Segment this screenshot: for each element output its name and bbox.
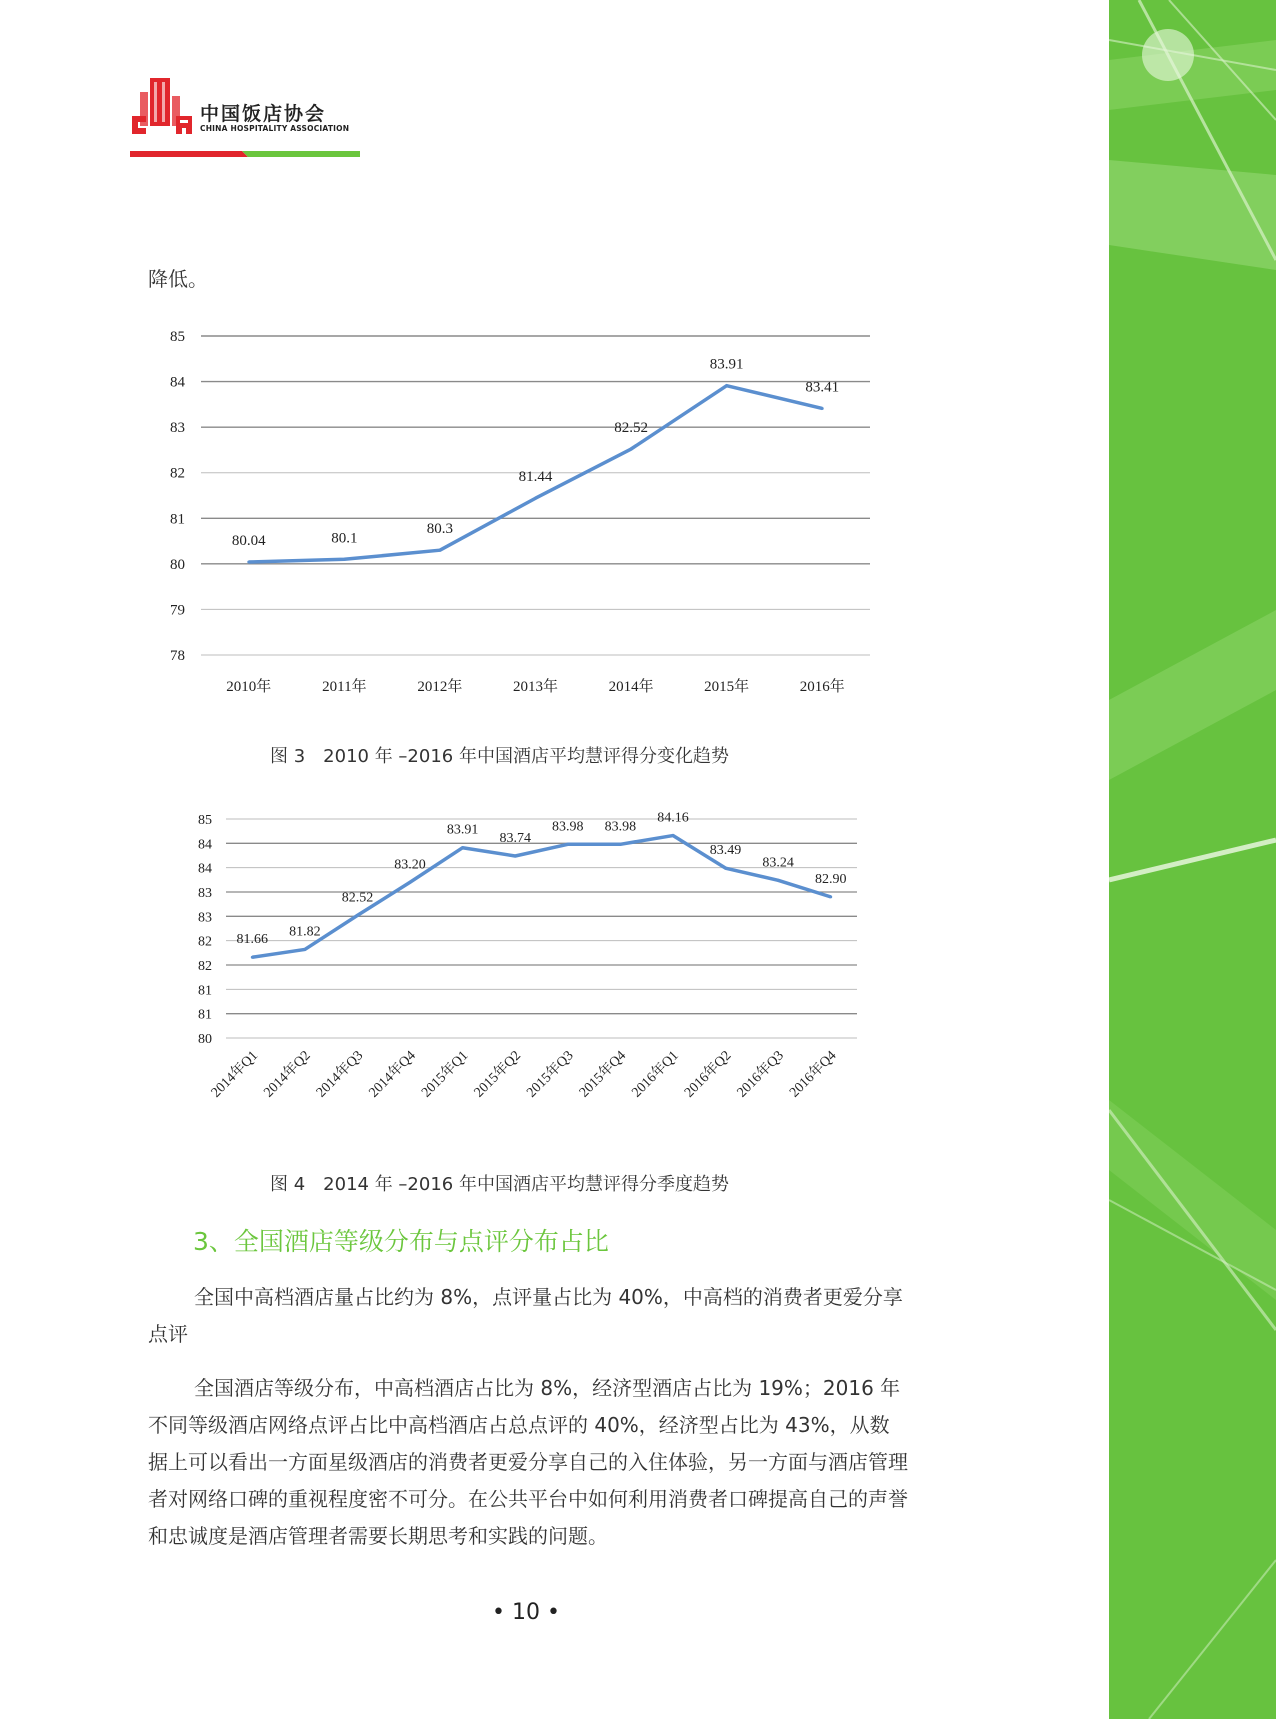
x-tick-label: 2013年 xyxy=(512,679,559,695)
data-point xyxy=(534,497,537,500)
intro-text: 降低。 xyxy=(148,267,208,291)
y-tick-label: 82 xyxy=(170,465,185,482)
x-tick-label: 2014年Q2 xyxy=(261,1048,314,1101)
y-tick-label: 85 xyxy=(198,813,212,828)
y-tick-label: 83 xyxy=(198,886,212,901)
figure3-caption: 图 3 2010 年 –2016 年中国酒店平均慧评得分变化趋势 xyxy=(270,746,729,767)
data-point xyxy=(725,384,728,387)
data-label: 84.16 xyxy=(657,810,689,826)
y-tick-label: 81 xyxy=(170,511,185,528)
data-label: 83.98 xyxy=(552,819,584,835)
data-point xyxy=(821,407,824,410)
x-tick-label: 2016年Q3 xyxy=(734,1048,787,1101)
y-tick-label: 84 xyxy=(170,374,185,391)
data-point xyxy=(566,843,569,846)
x-tick-label: 2014年Q3 xyxy=(313,1048,367,1101)
figure4-caption: 图 4 2014 年 –2016 年中国酒店平均慧评得分季度趋势 xyxy=(270,1174,729,1195)
header-rule xyxy=(130,151,360,157)
y-tick-label: 83 xyxy=(170,420,185,437)
y-tick-label: 81 xyxy=(198,983,212,999)
data-point xyxy=(671,834,674,837)
x-tick-label: 2016年Q2 xyxy=(681,1048,735,1101)
x-tick-label: 2016年Q1 xyxy=(629,1048,682,1101)
x-tick-label: 2014年Q4 xyxy=(366,1048,419,1101)
x-tick-label: 2015年 xyxy=(704,679,750,695)
data-label: 82.52 xyxy=(341,890,374,906)
paragraph-2: 全国酒店等级分布，中高档酒店占比为 8%，经济型酒店占比为 19%；2016 年不同等级酒店网络点评占比中高档酒店占总点评的 40%，经济型占比为 43%，从数据上可以看出一方面星级酒店的消费者更爱分享自己的入住体验，另一方面与酒店管理者对网络口碑的重视程度密不可分。在公共平台中如何利用消费者口碑提高自己的声誉和忠诚度是酒店管理者需要长期思考和实践的问题。 xyxy=(148,1376,908,1548)
data-point xyxy=(619,843,622,846)
data-label: 83.91 xyxy=(446,822,479,838)
data-point xyxy=(343,558,346,561)
data-point xyxy=(409,881,412,884)
x-tick-label: 2015年Q2 xyxy=(471,1048,525,1101)
x-tick-label: 2010年 xyxy=(226,679,272,695)
data-label: 83.20 xyxy=(394,857,426,873)
data-point xyxy=(777,879,780,882)
x-tick-label: 2011年 xyxy=(322,679,367,695)
data-label: 80.3 xyxy=(426,521,454,538)
series-line xyxy=(252,836,830,958)
x-tick-label: 2015年Q3 xyxy=(524,1048,577,1101)
y-tick-label: 79 xyxy=(170,602,185,619)
data-label: 81.82 xyxy=(289,924,321,940)
data-point xyxy=(356,914,359,917)
data-label: 81.44 xyxy=(518,469,553,486)
x-tick-label: 2012年 xyxy=(417,679,463,695)
data-label: 82.52 xyxy=(614,420,648,437)
org-name: 中国饭店协会 xyxy=(200,103,327,125)
data-label: 83.41 xyxy=(805,379,840,396)
y-tick-label: 84 xyxy=(198,837,212,853)
y-tick-label: 82 xyxy=(198,959,212,974)
data-label: 83.24 xyxy=(762,855,794,871)
data-point xyxy=(438,549,441,552)
y-tick-label: 81 xyxy=(198,1007,212,1023)
data-label: 82.90 xyxy=(814,871,847,887)
data-point xyxy=(303,948,306,951)
page-number: • 10 • xyxy=(492,1600,560,1625)
data-point xyxy=(514,854,517,857)
data-label: 80.04 xyxy=(231,533,266,550)
y-tick-label: 84 xyxy=(198,861,212,877)
x-tick-label: 2016年Q4 xyxy=(787,1048,840,1101)
decorative-side-band xyxy=(1109,0,1276,1719)
y-tick-label: 80 xyxy=(170,556,185,573)
data-point xyxy=(251,956,254,959)
y-tick-label: 83 xyxy=(198,910,212,926)
data-point xyxy=(247,561,250,564)
annual-score-line-chart xyxy=(150,320,890,710)
y-tick-label: 78 xyxy=(170,648,185,664)
y-tick-label: 80 xyxy=(198,1032,212,1047)
y-tick-label: 85 xyxy=(170,329,185,345)
section-heading: 3、全国酒店等级分布与点评分布占比 xyxy=(193,1227,609,1256)
data-label: 83.49 xyxy=(709,843,742,859)
data-point xyxy=(630,448,633,451)
y-tick-label: 82 xyxy=(198,934,212,950)
x-tick-label: 2015年Q1 xyxy=(419,1048,472,1101)
x-tick-label: 2014年Q1 xyxy=(208,1048,262,1101)
data-point xyxy=(724,867,727,870)
data-label: 81.66 xyxy=(236,932,269,948)
data-label: 83.74 xyxy=(499,830,531,846)
x-tick-label: 2016年 xyxy=(799,679,845,695)
x-tick-label: 2014年 xyxy=(608,679,654,695)
quarterly-score-line-chart xyxy=(180,805,880,1135)
data-label: 80.1 xyxy=(331,530,358,547)
org-name-english: CHINA HOSPITALITY ASSOCIATION xyxy=(200,124,350,133)
data-label: 83.98 xyxy=(604,819,637,835)
x-tick-label: 2015年Q4 xyxy=(576,1048,630,1101)
paragraph-1: 全国中高档酒店量占比约为 8%，点评量占比为 40%，中高档的消费者更爱分享点评 xyxy=(148,1285,903,1346)
data-point xyxy=(829,895,832,898)
data-label: 83.91 xyxy=(709,356,744,373)
data-point xyxy=(461,846,464,849)
